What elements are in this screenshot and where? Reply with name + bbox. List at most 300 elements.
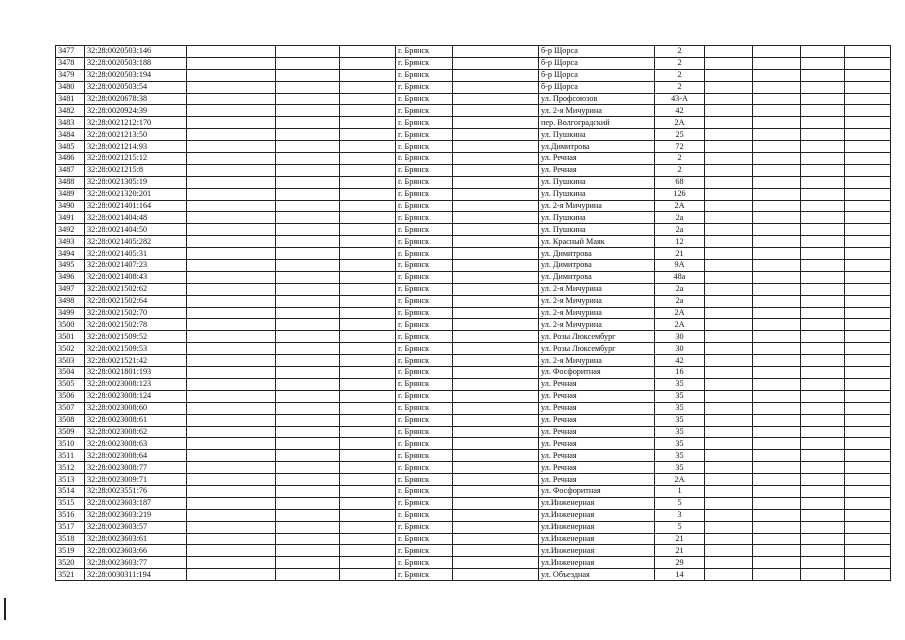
cell-city: г. Брянск: [396, 462, 453, 474]
cell-empty: [453, 557, 539, 569]
cell-empty: [845, 497, 891, 509]
table-row: [56, 248, 891, 260]
cell-street: ул. Речная: [539, 438, 655, 450]
table-row: [56, 343, 891, 355]
cell-empty: [705, 307, 753, 319]
cell-empty: [753, 176, 801, 188]
cell-empty: [801, 533, 845, 545]
cell-empty: [705, 69, 753, 81]
cell-house: 2: [655, 81, 705, 93]
cell-empty: [801, 153, 845, 165]
cell-city: г. Брянск: [396, 545, 453, 557]
cell-empty: [845, 545, 891, 557]
cell-empty: [705, 367, 753, 379]
cell-empty: [753, 117, 801, 129]
cell-street: ул. Речная: [539, 378, 655, 390]
cell-cadastral: 32:28:0021401:164: [85, 200, 187, 212]
cell-cadastral: 32:28:0021509:52: [85, 331, 187, 343]
cell-empty: [187, 497, 276, 509]
cell-street: ул. 2-я Мичурина: [539, 283, 655, 295]
cell-house: 42: [655, 105, 705, 117]
cell-empty: [276, 200, 340, 212]
cell-empty: [705, 129, 753, 141]
cell-street: б-р Щорса: [539, 69, 655, 81]
cell-house: 35: [655, 402, 705, 414]
cell-number: 3508: [56, 414, 85, 426]
cell-empty: [753, 212, 801, 224]
cell-empty: [753, 331, 801, 343]
cell-street: ул. Фосфоритная: [539, 485, 655, 497]
cell-cadastral: 32:28:0023008:77: [85, 462, 187, 474]
cell-empty: [276, 462, 340, 474]
cell-empty: [187, 200, 276, 212]
cell-street: ул.Инженерная: [539, 509, 655, 521]
table-row: [56, 141, 891, 153]
cell-empty: [801, 188, 845, 200]
cell-empty: [845, 57, 891, 69]
cell-empty: [187, 545, 276, 557]
cell-empty: [453, 462, 539, 474]
table-row: [56, 164, 891, 176]
cell-cadastral: 32:28:0021502:64: [85, 295, 187, 307]
cell-cadastral: 32:28:0020678:38: [85, 93, 187, 105]
cell-cadastral: 32:28:0023008:62: [85, 426, 187, 438]
cell-empty: [801, 93, 845, 105]
cell-empty: [705, 474, 753, 486]
cell-empty: [340, 402, 396, 414]
cell-empty: [187, 81, 276, 93]
table-row: [56, 414, 891, 426]
cell-empty: [801, 212, 845, 224]
cell-empty: [276, 438, 340, 450]
cell-street: ул. Речная: [539, 402, 655, 414]
cell-empty: [705, 557, 753, 569]
cell-house: 2А: [655, 200, 705, 212]
cell-empty: [845, 164, 891, 176]
cell-city: г. Брянск: [396, 46, 453, 58]
cell-number: 3494: [56, 248, 85, 260]
cell-number: 3510: [56, 438, 85, 450]
cell-number: 3477: [56, 46, 85, 58]
table-row: [56, 81, 891, 93]
table-row: [56, 390, 891, 402]
cell-empty: [187, 426, 276, 438]
cell-number: 3518: [56, 533, 85, 545]
cell-empty: [453, 200, 539, 212]
cell-cadastral: 32:28:0021215:8: [85, 164, 187, 176]
cell-number: 3500: [56, 319, 85, 331]
cell-empty: [340, 390, 396, 402]
table-row: [56, 545, 891, 557]
cell-empty: [705, 497, 753, 509]
cell-empty: [276, 319, 340, 331]
cell-street: ул. 2-я Мичурина: [539, 200, 655, 212]
cell-empty: [276, 212, 340, 224]
cell-city: г. Брянск: [396, 390, 453, 402]
cell-empty: [453, 521, 539, 533]
cell-empty: [753, 93, 801, 105]
cell-empty: [276, 509, 340, 521]
cell-street: ул. Красный Маяк: [539, 236, 655, 248]
table-row: [56, 295, 891, 307]
cell-street: ул.Инженерная: [539, 545, 655, 557]
table-row: [56, 105, 891, 117]
cell-city: г. Брянск: [396, 283, 453, 295]
cell-empty: [276, 46, 340, 58]
cell-street: ул. Речная: [539, 474, 655, 486]
cell-empty: [187, 331, 276, 343]
cell-empty: [801, 105, 845, 117]
cell-house: 68: [655, 176, 705, 188]
cell-empty: [753, 533, 801, 545]
cell-empty: [845, 105, 891, 117]
cell-empty: [845, 200, 891, 212]
cell-empty: [753, 129, 801, 141]
cell-street: ул. Речная: [539, 153, 655, 165]
table-row: [56, 212, 891, 224]
cell-street: ул. Розы Люксембург: [539, 331, 655, 343]
cell-empty: [340, 236, 396, 248]
cell-cadastral: 32:28:0021405:31: [85, 248, 187, 260]
table-row: [56, 46, 891, 58]
cell-empty: [187, 117, 276, 129]
table-row: [56, 176, 891, 188]
cell-empty: [340, 248, 396, 260]
cell-house: 35: [655, 426, 705, 438]
table-row: [56, 438, 891, 450]
cell-house: 35: [655, 450, 705, 462]
cell-empty: [845, 557, 891, 569]
cell-empty: [276, 188, 340, 200]
cell-empty: [753, 462, 801, 474]
cell-empty: [705, 271, 753, 283]
cell-empty: [705, 462, 753, 474]
cell-empty: [753, 557, 801, 569]
cell-empty: [340, 295, 396, 307]
cell-number: 3478: [56, 57, 85, 69]
cell-empty: [340, 176, 396, 188]
table-row: [56, 355, 891, 367]
cell-empty: [845, 153, 891, 165]
cell-empty: [705, 402, 753, 414]
cell-cadastral: 32:28:0021213:50: [85, 129, 187, 141]
cell-empty: [705, 343, 753, 355]
cell-empty: [340, 212, 396, 224]
cell-empty: [187, 105, 276, 117]
cell-cadastral: 32:28:0023008:60: [85, 402, 187, 414]
cell-empty: [276, 93, 340, 105]
cell-empty: [845, 188, 891, 200]
cell-empty: [845, 176, 891, 188]
cell-empty: [453, 295, 539, 307]
cell-empty: [845, 521, 891, 533]
cell-number: 3505: [56, 378, 85, 390]
cell-empty: [276, 105, 340, 117]
cell-house: 2: [655, 57, 705, 69]
cell-empty: [340, 367, 396, 379]
cell-empty: [801, 390, 845, 402]
cell-empty: [453, 497, 539, 509]
cell-empty: [453, 343, 539, 355]
cell-empty: [753, 164, 801, 176]
cell-empty: [276, 485, 340, 497]
cell-empty: [453, 438, 539, 450]
cell-empty: [845, 378, 891, 390]
cell-empty: [753, 307, 801, 319]
cell-empty: [801, 414, 845, 426]
cell-empty: [187, 129, 276, 141]
cell-empty: [276, 153, 340, 165]
cell-city: г. Брянск: [396, 176, 453, 188]
table-row: [56, 509, 891, 521]
cell-empty: [845, 450, 891, 462]
cell-city: г. Брянск: [396, 343, 453, 355]
cell-street: ул. Пушкина: [539, 188, 655, 200]
cell-cadastral: 32:28:0023603:187: [85, 497, 187, 509]
cell-empty: [705, 331, 753, 343]
cell-empty: [801, 224, 845, 236]
cell-city: г. Брянск: [396, 569, 453, 581]
cell-empty: [753, 343, 801, 355]
page-edge-mark: [4, 598, 6, 620]
table-row: [56, 319, 891, 331]
cell-city: г. Брянск: [396, 69, 453, 81]
cell-empty: [801, 129, 845, 141]
cell-empty: [705, 390, 753, 402]
cell-empty: [845, 319, 891, 331]
cell-empty: [753, 569, 801, 581]
cell-empty: [453, 545, 539, 557]
cell-street: ул. Фосфоритная: [539, 367, 655, 379]
cell-number: 3486: [56, 153, 85, 165]
cell-house: 2а: [655, 212, 705, 224]
cell-number: 3512: [56, 462, 85, 474]
cell-city: г. Брянск: [396, 248, 453, 260]
cell-street: ул. Димитрова: [539, 260, 655, 272]
cell-number: 3490: [56, 200, 85, 212]
cell-empty: [753, 153, 801, 165]
cell-empty: [801, 236, 845, 248]
cell-street: ул.Инженерная: [539, 533, 655, 545]
cell-empty: [276, 117, 340, 129]
cell-empty: [705, 236, 753, 248]
cell-cadastral: 32:28:0021404:48: [85, 212, 187, 224]
cell-empty: [845, 129, 891, 141]
cell-empty: [753, 46, 801, 58]
cell-empty: [340, 283, 396, 295]
cell-empty: [705, 212, 753, 224]
cell-empty: [845, 212, 891, 224]
cell-empty: [753, 188, 801, 200]
cell-number: 3482: [56, 105, 85, 117]
cell-city: г. Брянск: [396, 164, 453, 176]
cell-empty: [340, 378, 396, 390]
cell-empty: [753, 248, 801, 260]
cell-empty: [801, 271, 845, 283]
cell-cadastral: 32:28:0021407:23: [85, 260, 187, 272]
cell-cadastral: 32:28:0020503:194: [85, 69, 187, 81]
cell-empty: [801, 438, 845, 450]
cell-empty: [453, 390, 539, 402]
cell-city: г. Брянск: [396, 474, 453, 486]
cell-empty: [187, 438, 276, 450]
table-row: [56, 521, 891, 533]
cell-empty: [801, 521, 845, 533]
cell-empty: [705, 248, 753, 260]
cell-empty: [340, 545, 396, 557]
cell-empty: [705, 295, 753, 307]
cell-number: 3513: [56, 474, 85, 486]
cell-cadastral: 32:28:0021801:193: [85, 367, 187, 379]
cell-city: г. Брянск: [396, 450, 453, 462]
cell-cadastral: 32:28:0020503:146: [85, 46, 187, 58]
cell-empty: [845, 283, 891, 295]
cell-house: 12: [655, 236, 705, 248]
cell-empty: [705, 105, 753, 117]
cell-empty: [705, 153, 753, 165]
cell-street: ул. Речная: [539, 450, 655, 462]
cell-city: г. Брянск: [396, 521, 453, 533]
cell-empty: [753, 200, 801, 212]
cell-street: ул. Речная: [539, 426, 655, 438]
cell-empty: [845, 260, 891, 272]
cell-empty: [845, 533, 891, 545]
cell-empty: [453, 319, 539, 331]
cell-city: г. Брянск: [396, 533, 453, 545]
cell-empty: [187, 569, 276, 581]
cell-city: г. Брянск: [396, 497, 453, 509]
cell-empty: [340, 355, 396, 367]
cell-city: г. Брянск: [396, 355, 453, 367]
cell-empty: [705, 438, 753, 450]
cell-city: г. Брянск: [396, 224, 453, 236]
cell-empty: [276, 497, 340, 509]
cell-cadastral: 32:28:0021509:53: [85, 343, 187, 355]
cell-house: 21: [655, 533, 705, 545]
cell-number: 3487: [56, 164, 85, 176]
cell-cadastral: 32:28:0023008:64: [85, 450, 187, 462]
cell-cadastral: 32:28:0023603:77: [85, 557, 187, 569]
cell-empty: [187, 46, 276, 58]
cell-empty: [276, 402, 340, 414]
cell-city: г. Брянск: [396, 414, 453, 426]
cell-house: 2а: [655, 295, 705, 307]
cell-empty: [801, 319, 845, 331]
cell-house: 5: [655, 521, 705, 533]
cell-empty: [845, 69, 891, 81]
cell-empty: [705, 414, 753, 426]
cell-empty: [340, 569, 396, 581]
cell-number: 3502: [56, 343, 85, 355]
cell-empty: [453, 426, 539, 438]
cell-empty: [705, 200, 753, 212]
cell-city: г. Брянск: [396, 260, 453, 272]
cell-empty: [801, 343, 845, 355]
cell-empty: [276, 545, 340, 557]
cell-empty: [276, 141, 340, 153]
cell-empty: [187, 236, 276, 248]
cell-empty: [453, 69, 539, 81]
cell-empty: [801, 509, 845, 521]
table-row: [56, 271, 891, 283]
cell-empty: [753, 224, 801, 236]
cell-empty: [845, 390, 891, 402]
cell-empty: [276, 343, 340, 355]
cell-empty: [340, 81, 396, 93]
cell-street: ул. 2-я Мичурина: [539, 355, 655, 367]
cell-empty: [340, 343, 396, 355]
cell-empty: [187, 474, 276, 486]
cell-number: 3509: [56, 426, 85, 438]
cell-empty: [276, 283, 340, 295]
cell-empty: [276, 426, 340, 438]
cell-empty: [340, 450, 396, 462]
cell-empty: [845, 271, 891, 283]
cell-empty: [187, 367, 276, 379]
cell-empty: [340, 117, 396, 129]
cell-empty: [705, 509, 753, 521]
cell-empty: [453, 402, 539, 414]
table-row: [56, 485, 891, 497]
cell-empty: [845, 46, 891, 58]
cell-empty: [801, 331, 845, 343]
cell-city: г. Брянск: [396, 378, 453, 390]
cell-house: 2: [655, 46, 705, 58]
cell-number: 3495: [56, 260, 85, 272]
cell-empty: [453, 450, 539, 462]
cell-empty: [453, 153, 539, 165]
cell-empty: [801, 69, 845, 81]
cell-empty: [187, 343, 276, 355]
cell-empty: [453, 57, 539, 69]
cell-house: 16: [655, 367, 705, 379]
cell-street: ул. Пушкина: [539, 129, 655, 141]
cell-empty: [187, 164, 276, 176]
cell-empty: [845, 402, 891, 414]
cell-empty: [705, 141, 753, 153]
cell-empty: [340, 474, 396, 486]
cell-city: г. Брянск: [396, 117, 453, 129]
table-row: [56, 474, 891, 486]
cell-empty: [801, 46, 845, 58]
cell-city: г. Брянск: [396, 307, 453, 319]
cell-street: ул. Профсоюзов: [539, 93, 655, 105]
cell-house: 35: [655, 390, 705, 402]
cell-empty: [340, 509, 396, 521]
cell-city: г. Брянск: [396, 141, 453, 153]
cell-cadastral: 32:28:0023603:219: [85, 509, 187, 521]
cell-cadastral: 32:28:0030311:194: [85, 569, 187, 581]
cell-house: 43-А: [655, 93, 705, 105]
cell-empty: [801, 450, 845, 462]
cell-house: 30: [655, 331, 705, 343]
cell-empty: [276, 260, 340, 272]
table-row: [56, 69, 891, 81]
cell-empty: [453, 248, 539, 260]
cell-empty: [187, 260, 276, 272]
cell-number: 3491: [56, 212, 85, 224]
cell-empty: [801, 81, 845, 93]
cell-city: г. Брянск: [396, 271, 453, 283]
cell-empty: [276, 521, 340, 533]
cell-number: 3521: [56, 569, 85, 581]
cell-street: ул. Димитрова: [539, 248, 655, 260]
cell-empty: [801, 474, 845, 486]
cell-number: 3504: [56, 367, 85, 379]
cell-street: ул.Димитрова: [539, 141, 655, 153]
cell-city: г. Брянск: [396, 57, 453, 69]
cell-street: ул. Розы Люксембург: [539, 343, 655, 355]
